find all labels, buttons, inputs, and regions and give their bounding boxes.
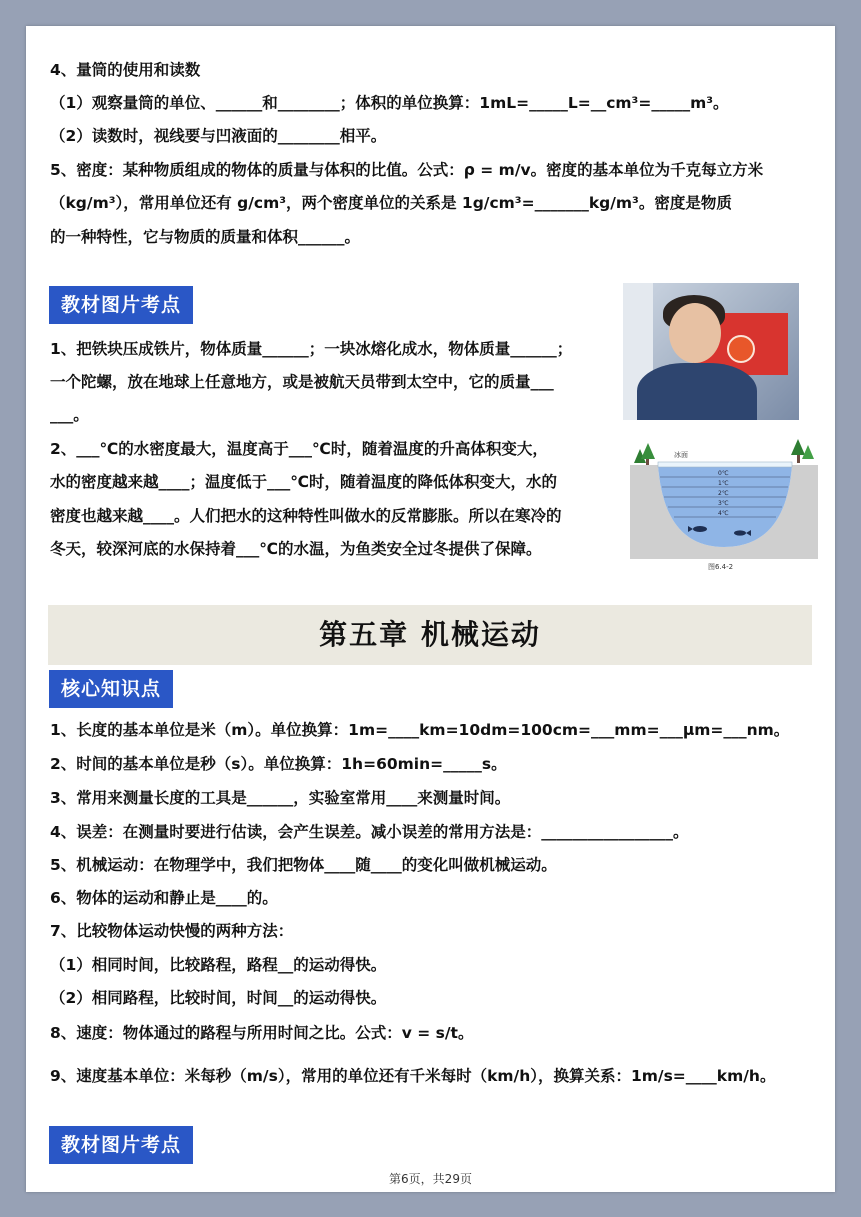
layer-label: 4℃ [718,510,729,517]
layer-label: 0℃ [718,470,729,477]
text-line: （1）观察量筒的单位、______和________；体积的单位换算：1mL=_____L=__cm³=_____m³。 [50,94,729,112]
photo-suit [637,363,757,420]
section-heading-textbook-figures: 教材图片考点 [49,286,193,324]
layer-label: 1℃ [718,480,729,487]
layer-label: 3℃ [718,500,729,507]
tree-icon [634,443,655,465]
text-line: （2）读数时，视线要与凹液面的________相平。 [50,127,387,145]
text-line: 冬天，较深河底的水保持着___℃的水温，为鱼类安全过冬提供了保障。 [50,540,542,558]
text-line: 的一种特性，它与物质的质量和体积______。 [50,228,361,246]
photo-face [669,303,721,363]
text-line: 水的密度越来越____；温度低于___℃时，随着温度的降低体积变大，水的 [50,473,558,491]
ice-label: 冰面 [674,451,688,459]
chapter-title: 第五章 机械运动 [48,605,812,665]
document-page [26,26,835,1192]
page-footer: 第6页，共29页 [389,1172,472,1186]
text-line: 4、量筒的使用和读数 [50,61,201,79]
text-line: 密度也越来越____。人们把水的这种特性叫做水的反常膨胀。所以在寒冷的 [50,507,562,525]
photo-water-ball [727,335,755,363]
text-line: （2）相同路程，比较时间，时间__的运动得快。 [50,989,387,1007]
text-line: 4、误差：在测量时要进行估读，会产生误差。减小误差的常用方法是：_________________。 [50,823,689,841]
text-line: 1、把铁块压成铁片，物体质量______；一块冰熔化成水，物体质量______； [50,340,573,358]
text-line: 5、密度：某种物质组成的物体的质量与体积的比值。公式：ρ = m/v。密度的基本单位为千克每立方米 [50,161,764,179]
astronaut-photo [623,283,799,420]
text-line: 9、速度基本单位：米每秒（m/s），常用的单位还有千米每时（km/h），换算关系：1m/s=____km/h。 [50,1067,776,1085]
tree-icon [791,439,814,463]
ice-surface [658,462,792,467]
lake-temperature-diagram [630,429,818,571]
text-line: 3、常用来测量长度的工具是______，实验室常用____来测量时间。 [50,789,511,807]
text-line: 6、物体的运动和静止是____的。 [50,889,278,907]
section-heading-core-points: 核心知识点 [49,670,173,708]
text-line: 8、速度：物体通过的路程与所用时间之比。公式：v = s/t。 [50,1024,474,1042]
text-line: 2、___℃的水密度最大，温度高于___℃时，随着温度的升高体积变大， [50,440,548,458]
text-line: 一个陀螺，放在地球上任意地方，或是被航天员带到太空中，它的质量___ [50,373,554,391]
figure-caption: 图6.4-2 [708,563,734,571]
text-line: （kg/m³），常用单位还有 g/cm³，两个密度单位的关系是 1g/cm³=_______kg/m³。密度是物质 [50,194,732,212]
layer-label: 2℃ [718,490,729,497]
text-line: 1、长度的基本单位是米（m）。单位换算：1m=____km=10dm=100cm=___mm=___μm=___nm。 [50,721,790,739]
text-line: 7、比较物体运动快慢的两种方法： [50,922,294,940]
section-heading-textbook-figures: 教材图片考点 [49,1126,193,1164]
text-line: （1）相同时间，比较路程，路程__的运动得快。 [50,956,387,974]
text-line: 5、机械运动：在物理学中，我们把物体____随____的变化叫做机械运动。 [50,856,557,874]
text-line: ___。 [50,406,89,424]
text-line: 2、时间的基本单位是秒（s）。单位换算：1h=60min=_____s。 [50,755,507,773]
